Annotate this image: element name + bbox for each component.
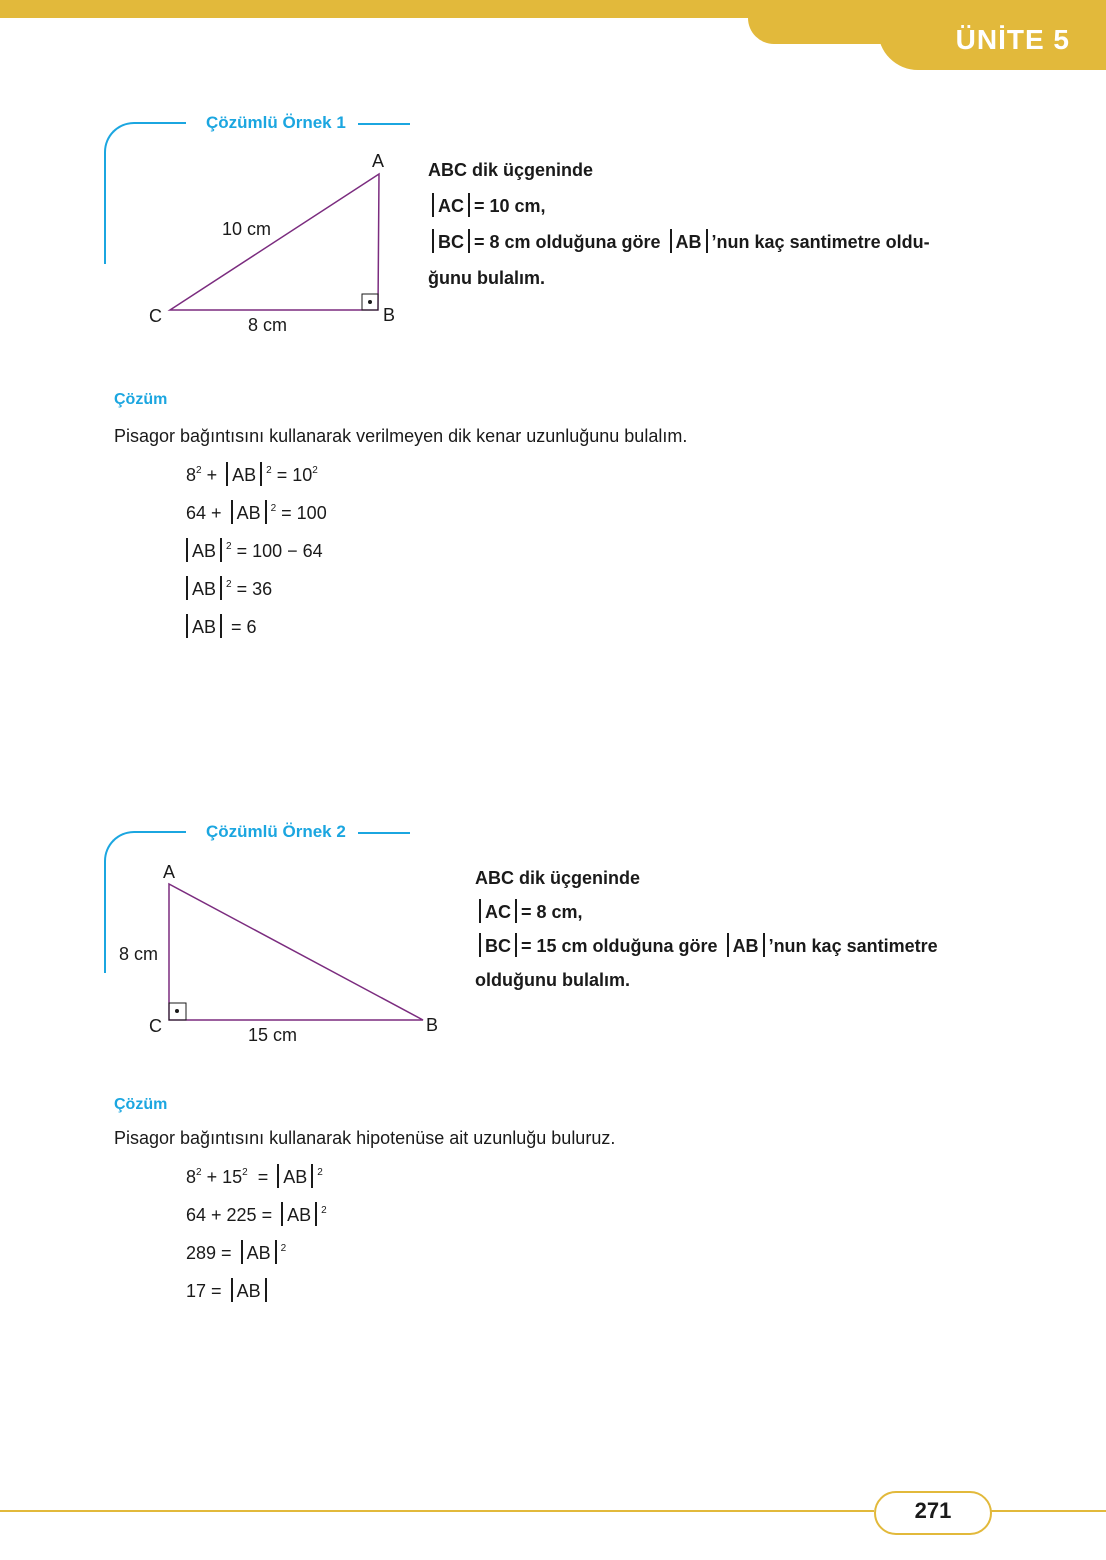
vertex-c: C xyxy=(149,306,162,326)
problem-line-3: BC = 15 cm olduğuna göre AB ’nun kaç santimetre xyxy=(475,929,1035,963)
vertex-c: C xyxy=(149,1016,162,1036)
example1-step-4: AB $^2$ = 36 xyxy=(182,576,272,600)
page-number: 271 xyxy=(914,1498,952,1523)
example1-solution-intro: Pisagor bağıntısını kullanarak verilmeyen dik kenar uzunluğunu bulalım. xyxy=(114,426,688,446)
example1-title: Çözümlü Örnek 1 xyxy=(206,113,346,132)
example2-step-2: 64 + 225 = AB $^2$ xyxy=(186,1202,327,1226)
example1-title-rule xyxy=(358,123,410,125)
example2-title-rule xyxy=(358,832,410,834)
example1-step-5: AB = 6 xyxy=(182,614,257,638)
side-cb-label: 15 cm xyxy=(248,1025,298,1045)
problem-line-2: AC = 8 cm, xyxy=(475,895,1035,929)
problem-line-1: ABC dik üçgeninde xyxy=(428,160,594,180)
problem-line-4: ğunu bulalım. xyxy=(428,268,545,288)
example1-problem xyxy=(428,152,1028,296)
example2-solution-title: Çözüm xyxy=(114,1096,168,1113)
side-cb-label: 8 cm xyxy=(248,315,288,335)
vertex-a: A xyxy=(163,862,176,882)
example2-title: Çözümlü Örnek 2 xyxy=(206,822,346,841)
triangle-abc xyxy=(170,174,379,310)
problem-line-3: BC = 8 cm olduğuna göre AB ’nun kaç santimetre oldu- xyxy=(428,224,1028,260)
footer-rule-left xyxy=(0,1510,874,1512)
example1-step-1: $8^2$ + AB $^2 = 10^2$ xyxy=(186,462,318,486)
header-bar xyxy=(0,0,1106,18)
problem-line-2: AC = 10 cm, xyxy=(428,188,1028,224)
example1-step-2: 64 + AB $^2$ = 100 xyxy=(186,500,327,524)
example1-triangle xyxy=(140,150,420,340)
header-tab-curve xyxy=(748,18,888,44)
unit-label: ÜNİTE 5 xyxy=(955,24,1070,55)
right-angle-dot xyxy=(175,1009,179,1013)
side-ac-label: 10 cm xyxy=(222,219,272,239)
side-ac-label: 8 cm xyxy=(119,944,159,964)
vertex-b: B xyxy=(383,305,396,325)
example2-step-4: 17 = AB xyxy=(186,1278,271,1302)
problem-line-4: olduğunu bulalım. xyxy=(475,970,630,990)
example1-step-3: AB $^2$ = 100 − 64 xyxy=(182,538,323,562)
example2-step-3: 289 = AB $^2$ xyxy=(186,1240,286,1264)
example2-triangle xyxy=(140,870,440,1030)
right-angle-dot xyxy=(368,300,372,304)
example1-solution-title: Çözüm xyxy=(114,391,168,408)
example2-problem xyxy=(475,861,1035,997)
triangle-abc xyxy=(169,884,423,1020)
vertex-b: B xyxy=(426,1015,439,1035)
problem-line-1: ABC dik üçgeninde xyxy=(475,868,641,888)
example2-step-1: $8^2 + 15^2$ = AB $^2$ xyxy=(186,1164,323,1188)
example2-solution-intro: Pisagor bağıntısını kullanarak hipotenüse ait uzunluğu buluruz. xyxy=(114,1128,616,1148)
footer-rule-right xyxy=(990,1510,1106,1512)
vertex-a: A xyxy=(372,151,385,171)
